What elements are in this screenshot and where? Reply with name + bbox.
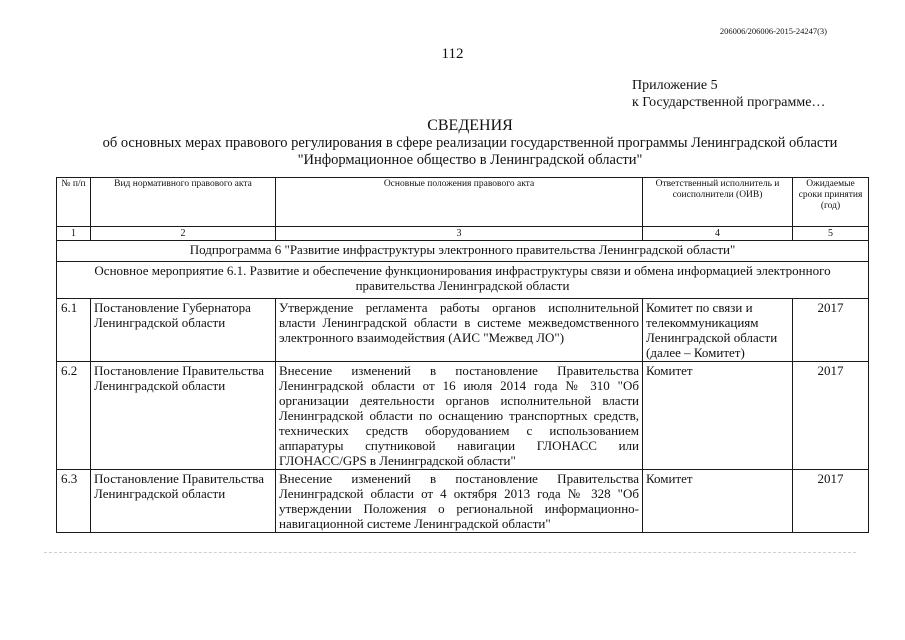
act-provisions: Внесение изменений в постановление Правительства Ленинградской области от 16 июля 2014 года № 310 "Об организации деятельности органов исполнительной власти Ленинградской области по оснащению транспортных средств, технических средств оборудованием с использованием аппаратуры спутниковой навигации ГЛОНАСС или ГЛОНАСС/GPS в Ленинградской области"	[276, 362, 643, 470]
header-provisions: Основные положения правового акта	[276, 178, 643, 227]
table-header-row	[57, 178, 869, 227]
column-number: 1	[57, 227, 91, 241]
header-num: № п/п	[57, 178, 91, 227]
subprogram-title: Подпрограмма 6 "Развитие инфраструктуры электронного правительства Ленинградской области"	[57, 241, 869, 262]
heading-line-3: "Информационное общество в Ленинградской области"	[297, 152, 643, 168]
row-number: 6.2	[57, 362, 91, 470]
header-act-type: Вид нормативного правового акта	[91, 178, 276, 227]
table-row	[57, 470, 869, 533]
column-number: 5	[793, 227, 869, 241]
column-number: 4	[643, 227, 793, 241]
document-heading	[40, 116, 900, 169]
expected-year: 2017	[793, 299, 869, 362]
main-activity-title: Основное мероприятие 6.1. Развитие и обеспечение функционирования инфраструктуры связи и обмена информацией электронного правительства Ленинградской области	[57, 262, 869, 299]
row-number: 6.1	[57, 299, 91, 362]
act-type: Постановление Губернатора Ленинградской области	[91, 299, 276, 362]
expected-year: 2017	[793, 470, 869, 533]
document-id: 206006/206006-2015-24247(3)	[719, 26, 827, 36]
column-number: 3	[276, 227, 643, 241]
main-activity-row	[57, 262, 869, 299]
page-number: 112	[441, 46, 464, 62]
appendix-note	[632, 77, 825, 111]
responsible-executor: Комитет по связи и телекоммуникациям Ленинградской области (далее – Комитет)	[643, 299, 793, 362]
measures-table	[56, 177, 869, 533]
heading-title: СВЕДЕНИЯ	[427, 117, 513, 134]
responsible-executor: Комитет	[643, 362, 793, 470]
heading-line-2: об основных мерах правового регулирования в сфере реализации государственной программы Ленинградской области	[102, 135, 838, 151]
table-row	[57, 299, 869, 362]
act-type: Постановление Правительства Ленинградской области	[91, 362, 276, 470]
scan-divider-line	[44, 552, 856, 553]
act-provisions: Внесение изменений в постановление Правительства Ленинградской области от 4 октября 2013 года № 328 "Об утверждении Положения о региональной информационно-навигационной системе Ленинградской области"	[276, 470, 643, 533]
header-executor: Ответственный исполнитель и соисполнители (ОИВ)	[643, 178, 793, 227]
column-number: 2	[91, 227, 276, 241]
act-type: Постановление Правительства Ленинградской области	[91, 470, 276, 533]
act-provisions: Утверждение регламента работы органов исполнительной власти Ленинградской области в системе межведомственного электронного взаимодействия (АИС "Межвед ЛО")	[276, 299, 643, 362]
row-number: 6.3	[57, 470, 91, 533]
appendix-line-2: к Государственной программе…	[632, 95, 826, 110]
expected-year: 2017	[793, 362, 869, 470]
table-row	[57, 362, 869, 470]
appendix-line-1: Приложение 5	[632, 78, 718, 93]
header-year: Ожидаемые сроки принятия (год)	[793, 178, 869, 227]
column-number-row	[57, 227, 869, 241]
responsible-executor: Комитет	[643, 470, 793, 533]
subprogram-row	[57, 241, 869, 262]
